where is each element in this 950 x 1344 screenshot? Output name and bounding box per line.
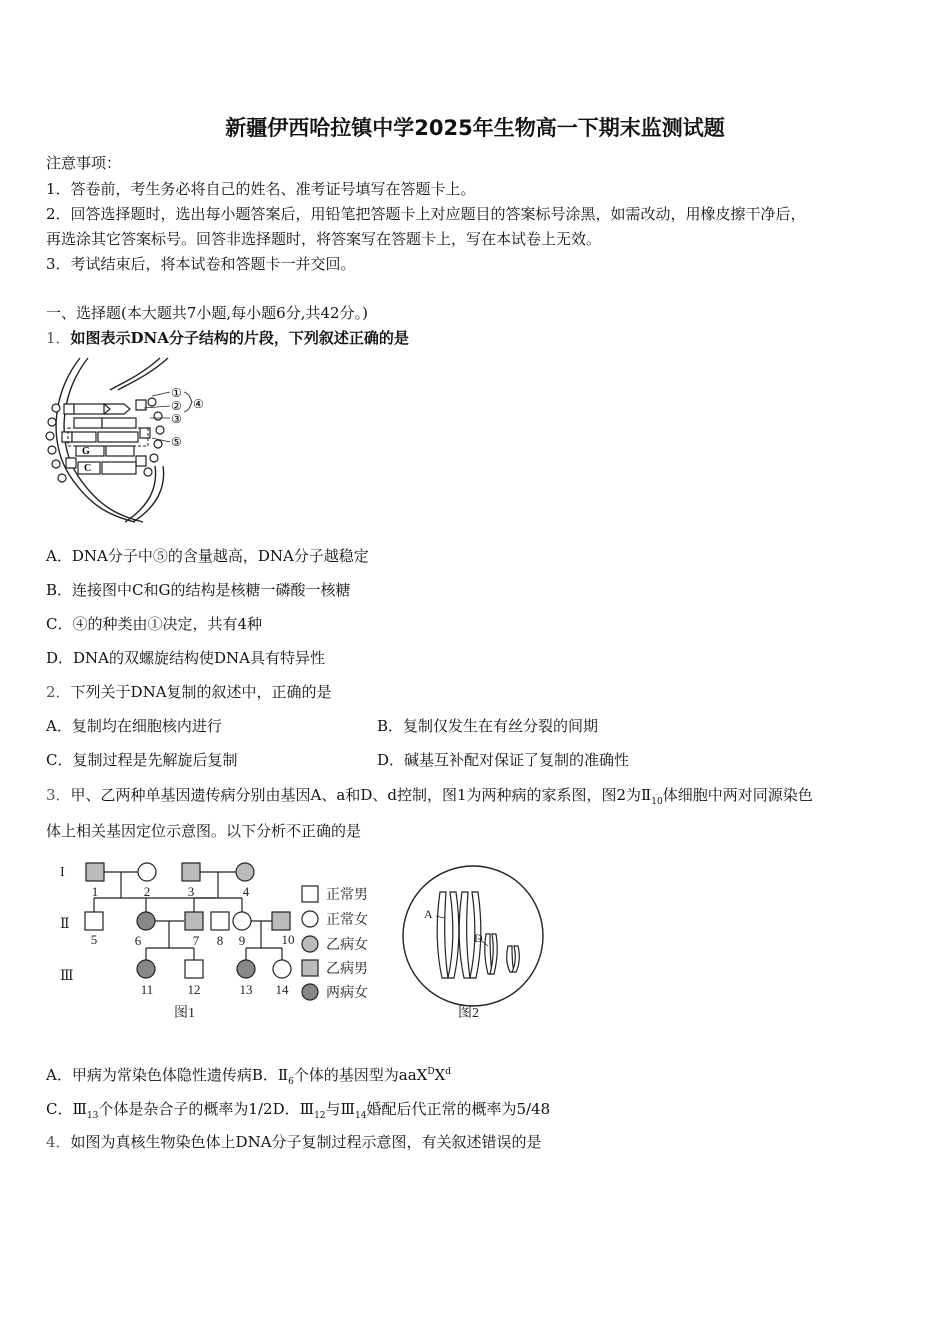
base-label-g: G bbox=[82, 446, 90, 457]
notice-heading: 注意事项： bbox=[46, 154, 122, 172]
q2-option-b: B．复制仅发生在有丝分裂的间期 bbox=[377, 717, 599, 735]
label-2: ② bbox=[171, 399, 182, 413]
q3-options-row-1 bbox=[46, 1064, 451, 1087]
individual-number: 2 bbox=[143, 884, 151, 899]
question-text: 如图表示DNA分子结构的片段，下列叙述正确的是 bbox=[70, 329, 409, 347]
question-2-stem bbox=[46, 681, 332, 702]
question-text: 下列关于DNA复制的叙述中，正确的是 bbox=[70, 683, 332, 701]
legend-label: 两病女 bbox=[326, 986, 368, 1001]
individual-6 bbox=[137, 912, 155, 930]
subscript: 10 bbox=[651, 797, 663, 807]
question-1-stem bbox=[46, 327, 409, 348]
individual-2 bbox=[138, 863, 156, 881]
question-number: 3． bbox=[46, 786, 71, 804]
brace bbox=[184, 392, 192, 412]
notice-item-2-cont: 再选涂其它答案标号。回答非选择题时，将答案写在答题卡上，写在本试卷上无效。 bbox=[46, 230, 602, 248]
individual-4 bbox=[236, 863, 254, 881]
individual-number: 4 bbox=[242, 884, 250, 899]
individual-number: 9 bbox=[238, 933, 246, 948]
generation-label: Ⅱ bbox=[60, 917, 70, 932]
cell-membrane bbox=[403, 866, 543, 1006]
label-5: ⑤ bbox=[171, 435, 182, 449]
individual-number: 12 bbox=[187, 982, 201, 997]
notice-item-2: 2．回答选择题时，选出每小题答案后，用铅笔把答题卡上对应题目的答案标号涂黑，如需改动，用橡皮擦干净后， bbox=[46, 205, 806, 223]
individual-number: 14 bbox=[275, 982, 289, 997]
question-number: 1． bbox=[46, 329, 71, 347]
figure-1-caption: 图1 bbox=[174, 1006, 195, 1021]
legend-normal-female-icon bbox=[302, 911, 318, 927]
q1-option-c: C．④的种类由①决定，共有4种 bbox=[46, 615, 263, 633]
individual-number: 11 bbox=[140, 982, 154, 997]
question-text-a: 甲、乙两种单基因遗传病分别由基因A、a和D、d控制，图1为两种病的家系图，图2为Ⅱ bbox=[70, 786, 652, 804]
legend-both-diseases-female-icon bbox=[302, 984, 318, 1000]
label-4: ④ bbox=[193, 397, 204, 411]
individual-number: 3 bbox=[187, 884, 195, 899]
legend-label: 乙病女 bbox=[326, 938, 368, 953]
q1-option-d: D．DNA的双螺旋结构使DNA具有特异性 bbox=[46, 649, 325, 667]
label-3: ③ bbox=[171, 412, 182, 426]
individual-13 bbox=[237, 960, 255, 978]
cell-chromosome-figure bbox=[378, 850, 548, 1030]
gene-label-d: D bbox=[474, 931, 483, 945]
q3-option-a: A．甲病为常染色体隐性遗传病 bbox=[46, 1066, 252, 1084]
page-title: 新疆伊西哈拉镇中学2025年生物高一下期末监测试题 bbox=[225, 116, 725, 140]
dna-structure-figure bbox=[40, 356, 210, 524]
q1-option-a: A．DNA分子中⑤的含量越高，DNA分子越稳定 bbox=[46, 547, 369, 565]
base-label-c: C bbox=[84, 463, 92, 474]
question-3-stem bbox=[46, 784, 813, 807]
q3-option-c: C．$Ⅲ_{13}$个体是杂合子的概率为1/2 bbox=[46, 1100, 273, 1121]
q3-option-d: D．$Ⅲ_{12}$与$Ⅲ_{14}$婚配后代正常的概率为5/48 bbox=[272, 1100, 551, 1121]
individual-number: 1 bbox=[91, 884, 99, 899]
individual-number: 6 bbox=[134, 933, 142, 948]
question-text-a-tail: 体细胞中两对同源染色 bbox=[662, 786, 813, 804]
individual-14 bbox=[273, 960, 291, 978]
section-heading: 一、选择题(本大题共7小题,每小题6分,共42分。) bbox=[46, 304, 368, 322]
question-text: 如图为真核生物染色体上DNA分子复制过程示意图，有关叙述错误的是 bbox=[70, 1133, 542, 1151]
legend-label: 正常女 bbox=[326, 913, 368, 928]
q3-option-b: B．$Ⅱ_6$个体的基因型为$aaX^DX^d$ bbox=[251, 1066, 452, 1087]
question-number: 2． bbox=[46, 683, 71, 701]
individual-number: 13 bbox=[239, 982, 253, 997]
individual-11 bbox=[137, 960, 155, 978]
figure-2-caption: 图2 bbox=[458, 1006, 479, 1021]
q3-options-row-2 bbox=[46, 1098, 550, 1121]
generation-label: I bbox=[60, 865, 65, 880]
question-number: 4． bbox=[46, 1133, 71, 1151]
individual-number: 5 bbox=[90, 932, 98, 947]
individual-9 bbox=[233, 912, 251, 930]
gene-label-a: A bbox=[424, 907, 433, 921]
individual-5 bbox=[85, 912, 103, 930]
q2-option-c: C．复制过程是先解旋后复制 bbox=[46, 751, 238, 769]
generation-label: Ⅲ bbox=[60, 969, 74, 984]
individual-1 bbox=[86, 863, 104, 881]
legend-disease-b-male-icon bbox=[302, 960, 318, 976]
notice-item-1: 1．答卷前，考生务必将自己的姓名、准考证号填写在答题卡上。 bbox=[46, 180, 476, 198]
individual-8 bbox=[211, 912, 229, 930]
legend-label: 正常男 bbox=[326, 888, 368, 903]
individual-12 bbox=[185, 960, 203, 978]
q1-option-b: B．连接图中C和G的结构是核糖一磷酸一核糖 bbox=[46, 581, 351, 599]
label-1: ① bbox=[171, 386, 182, 400]
legend-label: 乙病男 bbox=[326, 962, 368, 977]
legend-normal-male-icon bbox=[302, 886, 318, 902]
question-4-stem bbox=[46, 1131, 542, 1152]
legend-disease-b-female-icon bbox=[302, 936, 318, 952]
q2-option-d: D．碱基互补配对保证了复制的准确性 bbox=[377, 751, 630, 769]
individual-7 bbox=[185, 912, 203, 930]
individual-number: 10 bbox=[281, 932, 295, 947]
notice-item-3: 3．考试结束后，将本试卷和答题卡一并交回。 bbox=[46, 255, 356, 273]
q2-option-a: A．复制均在细胞核内进行 bbox=[46, 717, 222, 735]
individual-3 bbox=[182, 863, 200, 881]
individual-number: 8 bbox=[216, 933, 224, 948]
individual-10 bbox=[272, 912, 290, 930]
question-3-stem-cont: 体上相关基因定位示意图。以下分析不正确的是 bbox=[46, 822, 362, 840]
individual-number: 7 bbox=[192, 933, 200, 948]
